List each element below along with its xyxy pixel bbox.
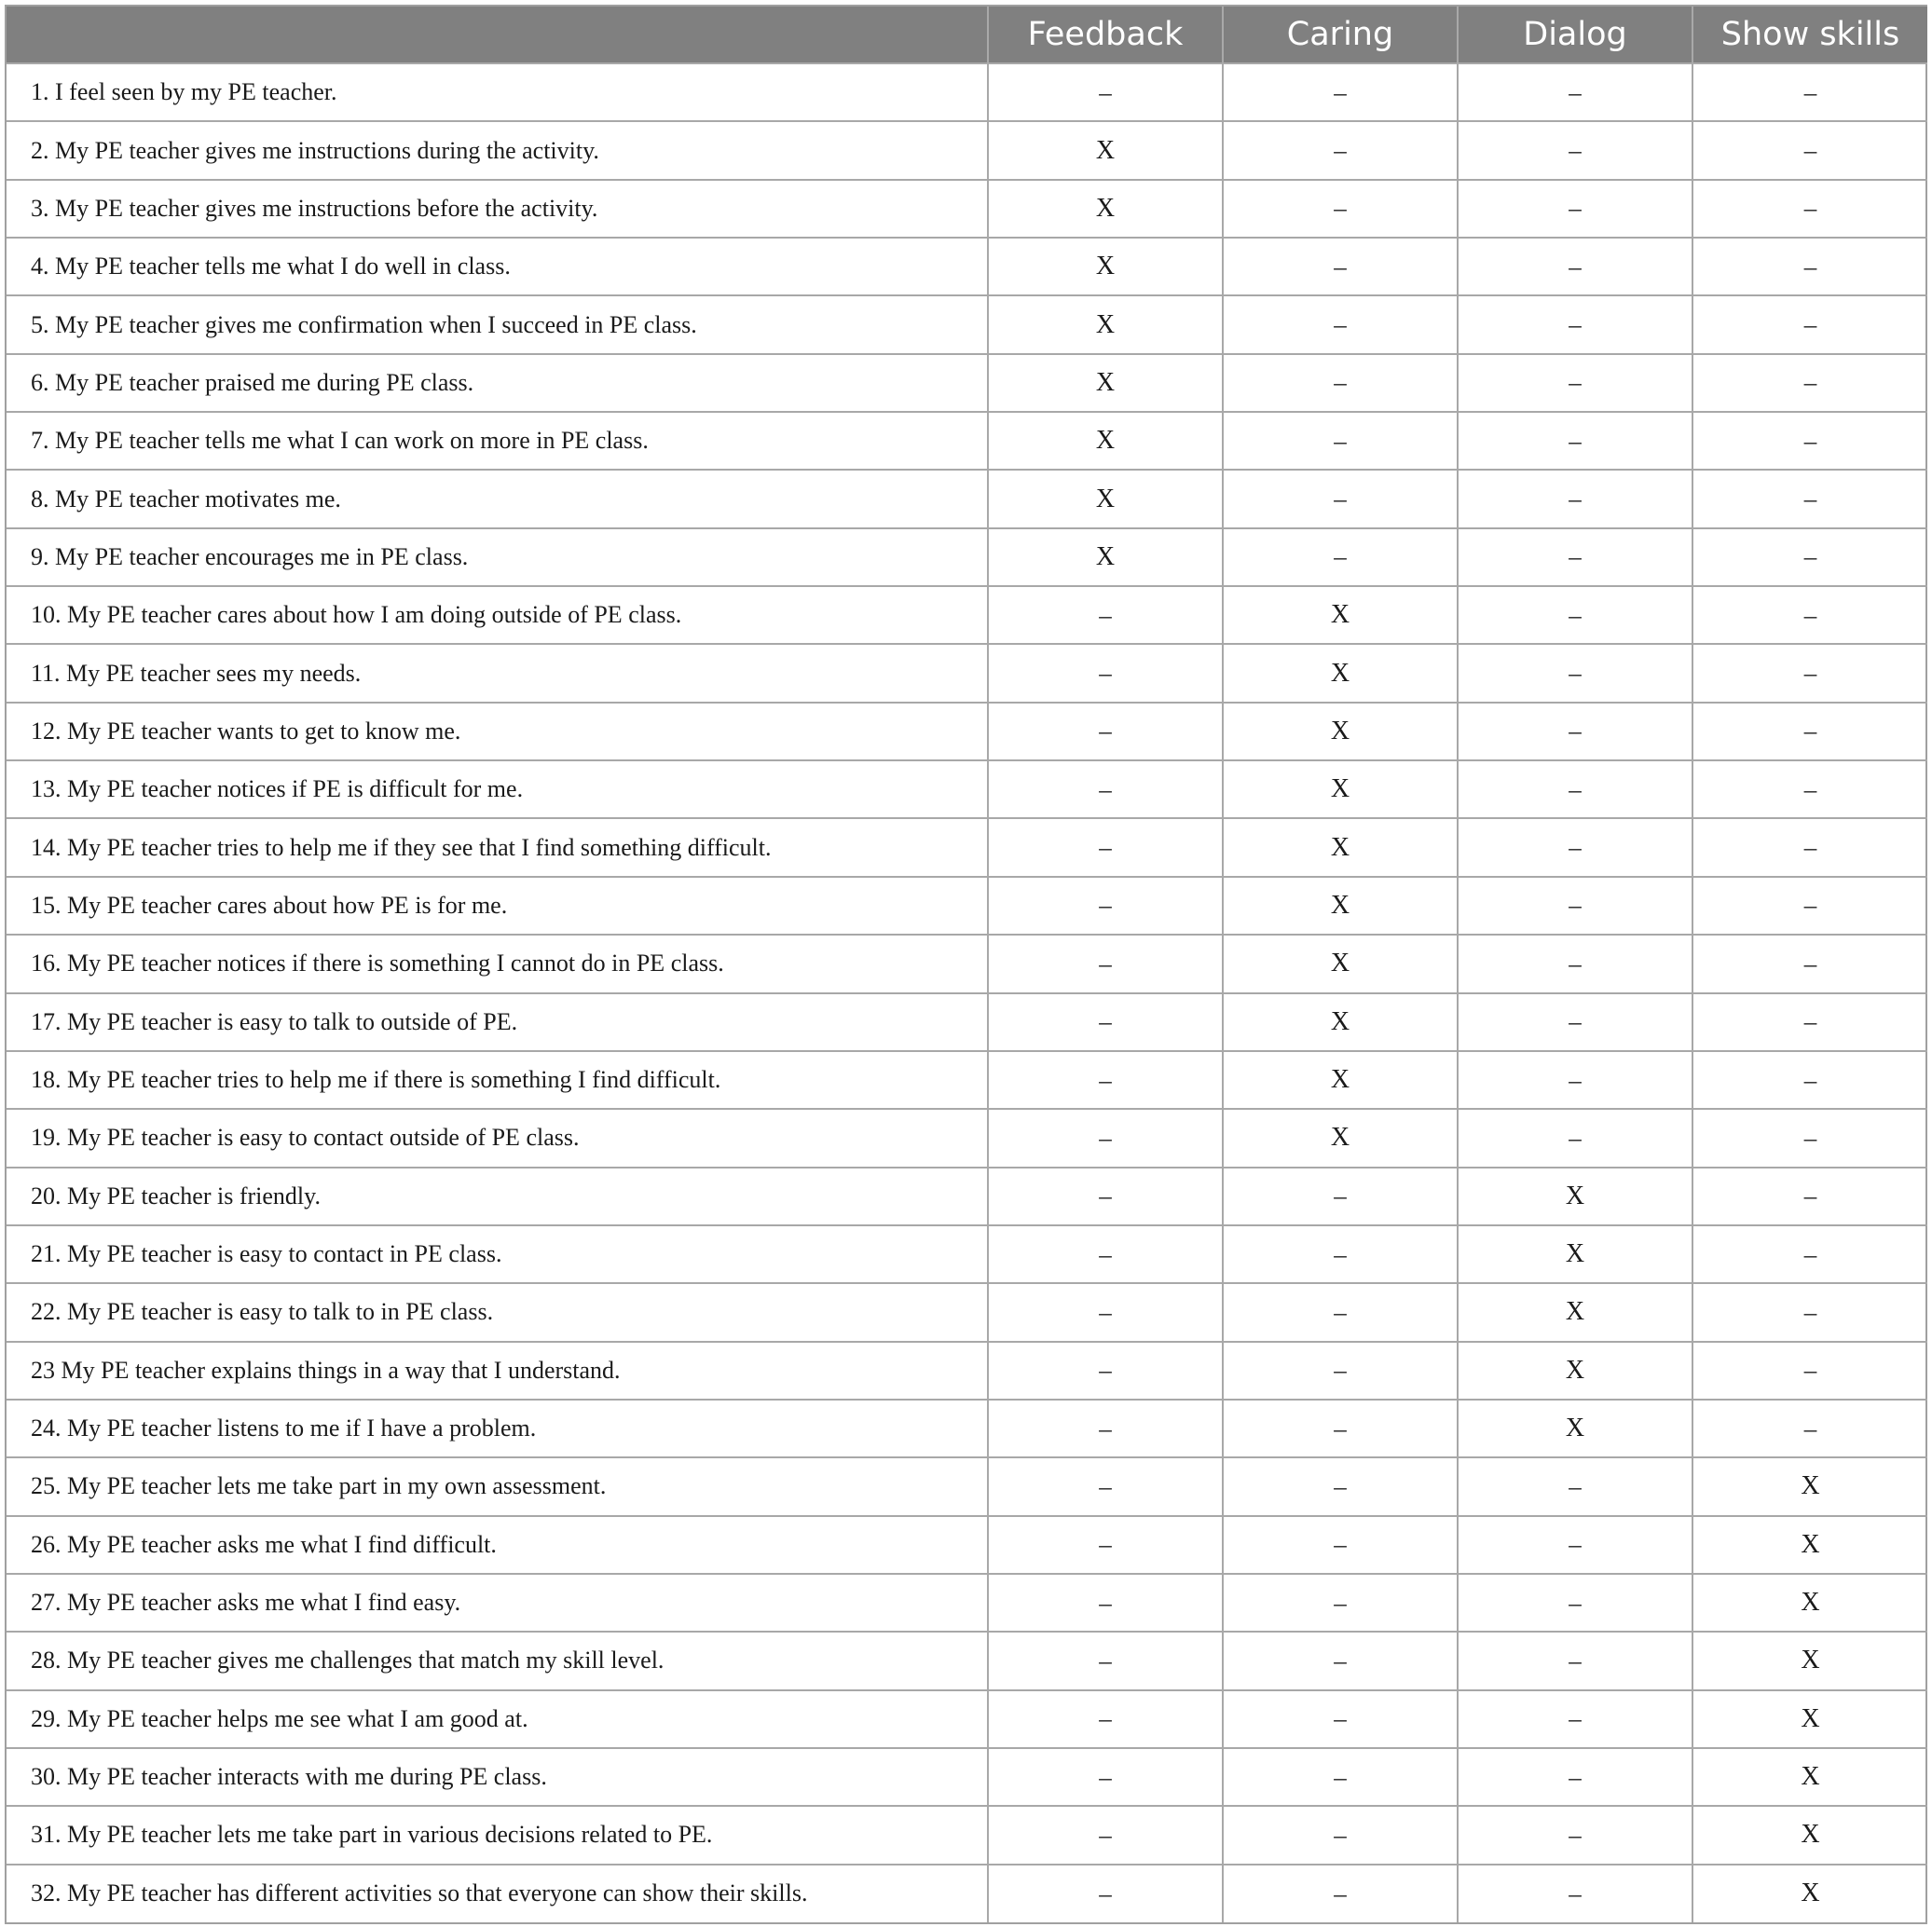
mark-caring: – [1223,1806,1458,1864]
mark-feedback: X [988,528,1223,586]
mark-caring: X [1223,644,1458,702]
table-row [7,1690,1927,1748]
mark-caring: – [1223,1748,1458,1806]
item-text: 5. My PE teacher gives me confirmation when I succeed in PE class. [7,295,988,353]
mark-feedback: – [988,1109,1223,1167]
mark-dialog: – [1458,1574,1692,1632]
mark-show-skills: – [1692,470,1927,527]
mark-caring: – [1223,470,1458,527]
mark-feedback: X [988,470,1223,527]
mark-dialog: – [1458,238,1692,295]
table-row [7,1342,1927,1400]
mark-show-skills: X [1692,1457,1927,1515]
mark-show-skills: – [1692,1168,1927,1225]
item-text: 23 My PE teacher explains things in a way that I understand. [7,1342,988,1400]
mark-dialog: – [1458,470,1692,527]
mark-caring: X [1223,993,1458,1051]
mark-feedback: – [988,1283,1223,1341]
mark-show-skills: – [1692,935,1927,992]
mark-dialog: – [1458,993,1692,1051]
item-text: 28. My PE teacher gives me challenges that match my skill level. [7,1632,988,1689]
mark-dialog: – [1458,703,1692,760]
table-row [7,1225,1927,1283]
mark-show-skills: X [1692,1806,1927,1864]
table-row [7,760,1927,818]
mark-show-skills: – [1692,1109,1927,1167]
item-text: 25. My PE teacher lets me take part in my own assessment. [7,1457,988,1515]
mark-show-skills: – [1692,121,1927,179]
table-row [7,528,1927,586]
mark-caring: – [1223,528,1458,586]
mark-show-skills: – [1692,877,1927,935]
mark-caring: X [1223,1051,1458,1109]
mark-feedback: – [988,1574,1223,1632]
mark-dialog: – [1458,760,1692,818]
table-row [7,295,1927,353]
mark-feedback: – [988,586,1223,644]
mark-dialog: – [1458,412,1692,470]
mark-dialog: X [1458,1400,1692,1457]
mark-dialog: X [1458,1225,1692,1283]
mark-dialog: – [1458,1865,1692,1922]
item-text: 32. My PE teacher has different activities so that everyone can show their skills. [7,1865,988,1922]
item-text: 1. I feel seen by my PE teacher. [7,63,988,121]
mark-show-skills: – [1692,180,1927,238]
table-row [7,121,1927,179]
mark-feedback: – [988,818,1223,876]
header-caring: Caring [1223,7,1458,63]
mark-dialog: X [1458,1168,1692,1225]
mark-caring: – [1223,1400,1458,1457]
mark-dialog: – [1458,63,1692,121]
item-text: 24. My PE teacher listens to me if I have a problem. [7,1400,988,1457]
mark-caring: – [1223,1342,1458,1400]
item-text: 2. My PE teacher gives me instructions during the activity. [7,121,988,179]
table-row [7,354,1927,412]
table-row [7,238,1927,295]
mark-feedback: – [988,1457,1223,1515]
mark-feedback: – [988,1632,1223,1689]
mark-caring: X [1223,703,1458,760]
mark-feedback: – [988,1690,1223,1748]
item-text: 13. My PE teacher notices if PE is difficult for me. [7,760,988,818]
mark-show-skills: – [1692,238,1927,295]
mark-dialog: – [1458,1690,1692,1748]
item-text: 11. My PE teacher sees my needs. [7,644,988,702]
item-text: 18. My PE teacher tries to help me if there is something I find difficult. [7,1051,988,1109]
mark-show-skills: – [1692,993,1927,1051]
mark-feedback: – [988,63,1223,121]
table-row [7,1865,1927,1922]
mark-show-skills: – [1692,1225,1927,1283]
mark-show-skills: X [1692,1865,1927,1922]
mark-dialog: – [1458,1516,1692,1574]
mark-show-skills: X [1692,1574,1927,1632]
mark-dialog: – [1458,180,1692,238]
mark-feedback: – [988,1342,1223,1400]
mark-show-skills: – [1692,586,1927,644]
mark-dialog: – [1458,877,1692,935]
mark-dialog: – [1458,528,1692,586]
item-text: 26. My PE teacher asks me what I find difficult. [7,1516,988,1574]
mark-feedback: – [988,993,1223,1051]
mark-caring: X [1223,877,1458,935]
table-row [7,703,1927,760]
mark-feedback: – [988,644,1223,702]
mark-dialog: – [1458,121,1692,179]
mark-caring: X [1223,1109,1458,1167]
mark-dialog: X [1458,1283,1692,1341]
mark-feedback: X [988,295,1223,353]
mark-show-skills: – [1692,1400,1927,1457]
table-row [7,1168,1927,1225]
mark-caring: – [1223,1632,1458,1689]
mark-dialog: – [1458,1109,1692,1167]
mark-feedback: – [988,1516,1223,1574]
mark-dialog: – [1458,1806,1692,1864]
table-row [7,586,1927,644]
mark-feedback: – [988,1168,1223,1225]
mark-feedback: – [988,1225,1223,1283]
mark-caring: – [1223,295,1458,353]
item-text: 15. My PE teacher cares about how PE is for me. [7,877,988,935]
table-row [7,1400,1927,1457]
table-row [7,1632,1927,1689]
mark-show-skills: – [1692,354,1927,412]
item-text: 14. My PE teacher tries to help me if they see that I find something difficult. [7,818,988,876]
item-text: 6. My PE teacher praised me during PE class. [7,354,988,412]
table-row [7,993,1927,1051]
table-row [7,63,1927,121]
mark-feedback: – [988,1865,1223,1922]
items-table [7,7,1927,1922]
table-row [7,1748,1927,1806]
item-text: 3. My PE teacher gives me instructions before the activity. [7,180,988,238]
mark-show-skills: – [1692,528,1927,586]
table-row [7,412,1927,470]
mark-feedback: – [988,1748,1223,1806]
mark-dialog: – [1458,644,1692,702]
table-row [7,1574,1927,1632]
header-item [7,7,988,63]
item-text: 12. My PE teacher wants to get to know me. [7,703,988,760]
mark-dialog: – [1458,586,1692,644]
mark-caring: – [1223,412,1458,470]
table-row [7,644,1927,702]
mark-caring: – [1223,1865,1458,1922]
mark-dialog: – [1458,1748,1692,1806]
mark-caring: X [1223,935,1458,992]
table-row [7,877,1927,935]
table-header [7,7,1927,63]
table-row [7,470,1927,527]
mark-show-skills: – [1692,644,1927,702]
table-row [7,1283,1927,1341]
table-row [7,818,1927,876]
header-show-skills: Show skills [1692,7,1927,63]
table-row [7,1806,1927,1864]
mark-show-skills: X [1692,1690,1927,1748]
item-text: 21. My PE teacher is easy to contact in PE class. [7,1225,988,1283]
mark-show-skills: – [1692,1051,1927,1109]
mark-feedback: – [988,877,1223,935]
mark-caring: – [1223,1168,1458,1225]
item-text: 31. My PE teacher lets me take part in various decisions related to PE. [7,1806,988,1864]
table-body [7,63,1927,1922]
mark-feedback: – [988,1400,1223,1457]
table-row [7,180,1927,238]
item-text: 29. My PE teacher helps me see what I am good at. [7,1690,988,1748]
item-text: 20. My PE teacher is friendly. [7,1168,988,1225]
item-text: 7. My PE teacher tells me what I can work on more in PE class. [7,412,988,470]
mark-caring: – [1223,121,1458,179]
mark-feedback: – [988,1806,1223,1864]
mark-caring: – [1223,354,1458,412]
mark-show-skills: – [1692,703,1927,760]
mark-show-skills: – [1692,1342,1927,1400]
mark-feedback: X [988,121,1223,179]
mark-caring: – [1223,1690,1458,1748]
table-row [7,1457,1927,1515]
mark-dialog: – [1458,1632,1692,1689]
mark-show-skills: – [1692,818,1927,876]
item-text: 17. My PE teacher is easy to talk to outside of PE. [7,993,988,1051]
mark-show-skills: – [1692,412,1927,470]
mark-show-skills: – [1692,63,1927,121]
header-feedback: Feedback [988,7,1223,63]
mark-feedback: X [988,354,1223,412]
item-text: 16. My PE teacher notices if there is something I cannot do in PE class. [7,935,988,992]
mark-dialog: – [1458,1457,1692,1515]
header-dialog: Dialog [1458,7,1692,63]
item-text: 27. My PE teacher asks me what I find easy. [7,1574,988,1632]
mark-caring: – [1223,180,1458,238]
mark-caring: – [1223,63,1458,121]
item-text: 10. My PE teacher cares about how I am doing outside of PE class. [7,586,988,644]
item-text: 4. My PE teacher tells me what I do well in class. [7,238,988,295]
mark-show-skills: X [1692,1632,1927,1689]
mark-show-skills: – [1692,760,1927,818]
mark-dialog: – [1458,295,1692,353]
table-row [7,1516,1927,1574]
mark-feedback: – [988,935,1223,992]
table-row [7,1109,1927,1167]
mark-caring: X [1223,760,1458,818]
mark-dialog: – [1458,354,1692,412]
item-text: 9. My PE teacher encourages me in PE class. [7,528,988,586]
mark-dialog: – [1458,818,1692,876]
mark-caring: – [1223,1283,1458,1341]
mark-dialog: – [1458,1051,1692,1109]
mark-caring: X [1223,818,1458,876]
mark-feedback: X [988,238,1223,295]
mark-feedback: X [988,412,1223,470]
mark-caring: – [1223,1457,1458,1515]
item-text: 8. My PE teacher motivates me. [7,470,988,527]
header-row [7,7,1927,63]
mark-caring: – [1223,238,1458,295]
mark-feedback: – [988,760,1223,818]
mark-feedback: X [988,180,1223,238]
mark-caring: – [1223,1516,1458,1574]
mark-caring: – [1223,1225,1458,1283]
mark-show-skills: X [1692,1748,1927,1806]
table-row [7,1051,1927,1109]
mark-feedback: – [988,703,1223,760]
table-row [7,935,1927,992]
mark-show-skills: – [1692,1283,1927,1341]
mark-caring: X [1223,586,1458,644]
mark-show-skills: X [1692,1516,1927,1574]
item-text: 30. My PE teacher interacts with me during PE class. [7,1748,988,1806]
mark-dialog: – [1458,935,1692,992]
mark-dialog: X [1458,1342,1692,1400]
mark-caring: – [1223,1574,1458,1632]
mark-feedback: – [988,1051,1223,1109]
items-table-container [5,5,1927,1924]
item-text: 19. My PE teacher is easy to contact outside of PE class. [7,1109,988,1167]
mark-show-skills: – [1692,295,1927,353]
item-text: 22. My PE teacher is easy to talk to in PE class. [7,1283,988,1341]
